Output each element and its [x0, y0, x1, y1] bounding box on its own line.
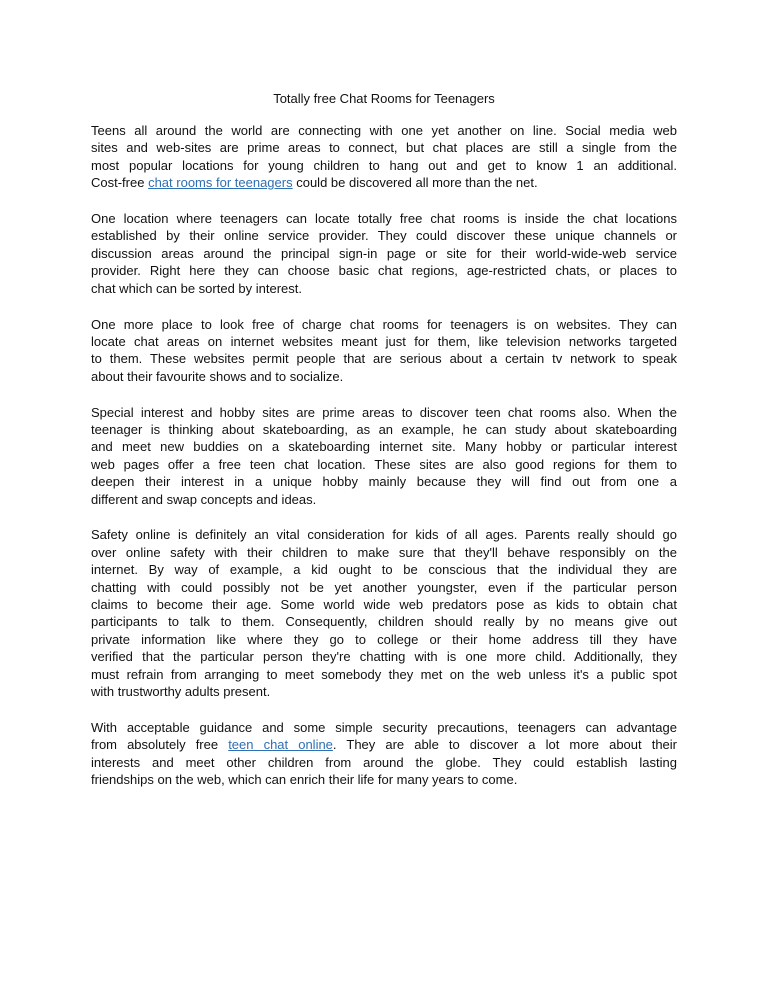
text-line: and meet new buddies on a skateboarding internet site. Many hobby or particular interest: [91, 439, 677, 455]
paragraph: [91, 526, 677, 700]
text-line: to them. These websites permit people that are serious about a certain tv network to speak: [91, 351, 677, 367]
document-title: Totally free Chat Rooms for Teenagers: [273, 91, 495, 106]
text-line: One location where teenagers can locate totally free chat rooms is inside the chat locations: [91, 211, 677, 227]
text-line: chatting with could possibly not be yet another youngster, even if the particular person: [91, 579, 677, 595]
hyperlink[interactable]: teen chat online: [228, 737, 333, 753]
text-line: friendships on the web, which can enrich their life for many years to come.: [91, 772, 518, 787]
paragraph: [91, 719, 677, 789]
text-line: interests and meet other children from around the globe. They could establish lasting: [91, 754, 677, 770]
text-segment: . They are able to discover a lot more about their: [332, 737, 677, 753]
document-body: [91, 122, 677, 807]
text-line: discussion areas around the principal sign-in page or site for their world-wide-web service: [91, 245, 677, 261]
paragraph: [91, 404, 677, 508]
text-segment: from absolutely free: [91, 737, 229, 753]
text-line: most popular locations for young children to hang out and get to know 1 an additional.: [91, 157, 677, 173]
text-line: sites and web-sites are prime areas to connect, but chat places are still a single from the: [91, 140, 677, 156]
text-line: must refrain from arranging to meet somebody they met on the web unless it's a public spot: [91, 666, 677, 682]
text-line: Special interest and hobby sites are prime areas to discover teen chat rooms also. When the: [91, 404, 677, 420]
text-line: internet. By way of example, a kid ought to be conscious that the individual they are: [91, 562, 677, 578]
text-line: over online safety with their children to make sure that they'll behave responsibly on the: [91, 544, 677, 560]
text-line: web pages offer a free teen chat location. These sites are also good regions for them to: [91, 456, 677, 472]
text-line: Safety online is definitely an vital consideration for kids of all ages. Parents really should go: [91, 527, 677, 543]
text-line: With acceptable guidance and some simple security precautions, teenagers can advantage: [91, 719, 677, 735]
hyperlink[interactable]: chat rooms for teenagers: [148, 175, 293, 191]
text-line: claims to become their age. Some world wide web predators pose as kids to obtain chat: [91, 596, 677, 612]
paragraph: [91, 122, 677, 192]
text-line: private information like where they go to college or their home address till they have: [91, 631, 677, 647]
text-line: with trustworthy adults present.: [91, 683, 271, 699]
text-line: different and swap concepts and ideas.: [91, 491, 317, 507]
text-line: [91, 736, 677, 753]
text-segment: could be discovered all more than the net.: [292, 175, 538, 191]
paragraph: [91, 210, 677, 297]
text-segment: Cost-free: [91, 175, 149, 191]
text-line: about their favourite shows and to socialize.: [91, 368, 344, 384]
text-line: [91, 174, 677, 191]
text-line: teenager is thinking about skateboarding, as an example, he can study about skateboarding: [91, 421, 677, 437]
text-line: participants to talk to them. Consequently, children should really by no means give out: [91, 614, 677, 630]
text-line: provider. Right here they can choose basic chat regions, age-restricted chats, or places to: [91, 263, 677, 279]
text-line: deepen their interest in a unique hobby mainly because they will find out from one a: [91, 474, 677, 490]
text-line: Teens all around the world are connecting with one yet another on line. Social media web: [91, 123, 677, 138]
text-line: verified that the particular person they're chatting with is one more child. Additionally, they: [91, 649, 677, 665]
text-line: locate chat areas on internet websites meant just for them, like television networks targeted: [91, 333, 677, 349]
paragraph: [91, 316, 677, 386]
text-line: chat which can be sorted by interest.: [91, 280, 303, 296]
text-line: One more place to look free of charge chat rooms for teenagers is on websites. They can: [91, 316, 677, 332]
text-line: established by their online service provider. They could discover these unique channels or: [91, 228, 677, 244]
